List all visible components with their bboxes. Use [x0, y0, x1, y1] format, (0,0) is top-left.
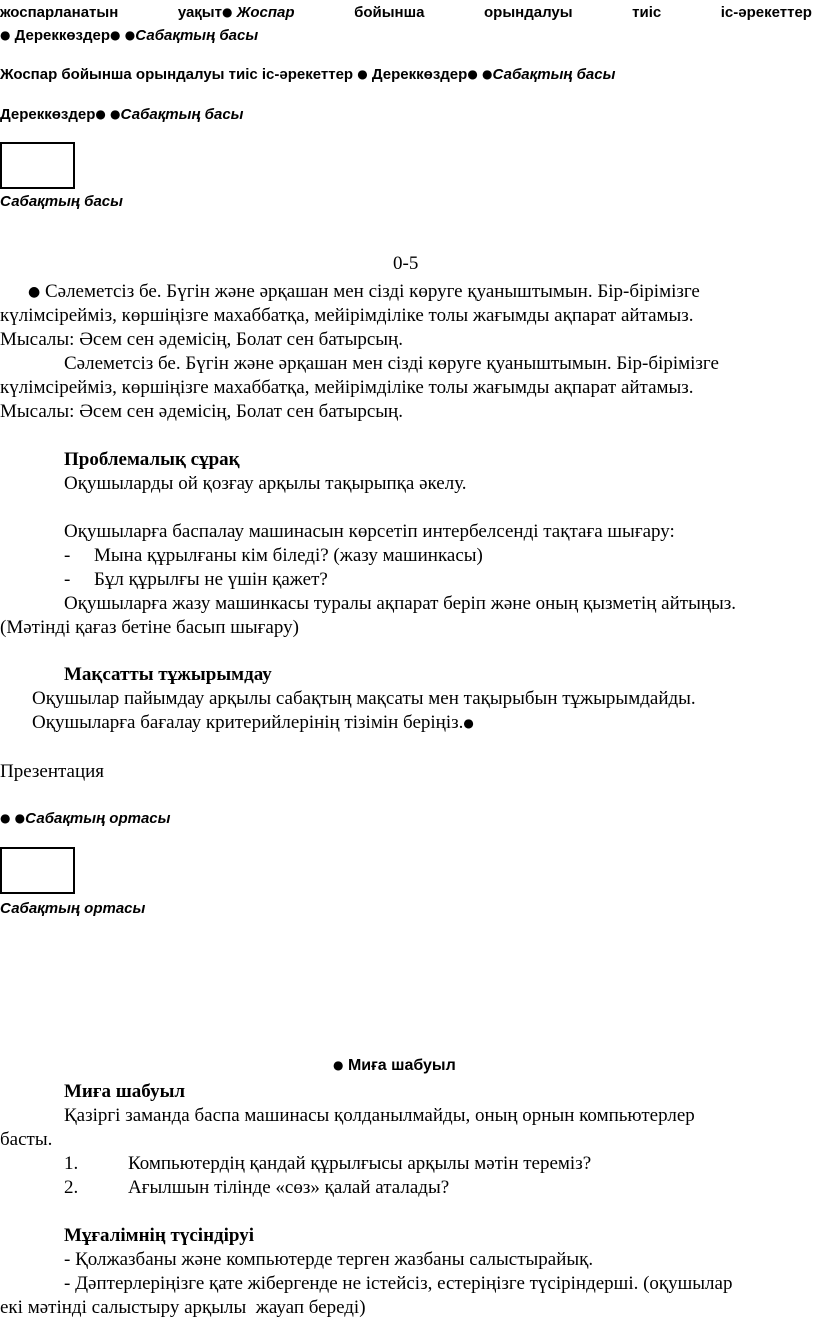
bullet-icon: ●	[0, 811, 11, 825]
bullet-icon: ●	[124, 28, 136, 42]
bullet-icon: ●	[333, 1058, 344, 1072]
header-line-3	[0, 66, 615, 83]
header-resources: Дереккөздер	[14, 27, 111, 44]
bullet-icon: ●	[467, 67, 478, 81]
bullet-icon: ●	[110, 107, 121, 121]
brainstorm-line: басты.	[0, 1129, 53, 1150]
empty-box	[0, 142, 75, 189]
show-text: Оқушыларға баспалау машинасын көрсетіп интербелсенді тақтаға шығару:	[64, 521, 675, 542]
header-section: Сабақтың басы	[120, 106, 244, 123]
bullet-icon: ●	[14, 811, 26, 825]
section-middle-bullet: ● ●Сабақтың ортасы	[0, 810, 171, 827]
header-word: уақыт● Жоспар	[177, 4, 295, 21]
greeting-repeat-line: Мысалы: Әсем сен әдемісің, Болат сен батырсың.	[0, 401, 403, 422]
section-start-title: Сабақтың басы	[0, 193, 123, 210]
header-word: тиіс	[632, 4, 662, 21]
bullet-icon: ●	[110, 28, 121, 42]
bullet-icon: ●	[221, 5, 233, 19]
numbered-item: 1. Компьютердің қандай құрылғысы арқылы мәтін тереміз?	[64, 1153, 592, 1174]
header-resources: Дереккөздер	[371, 66, 468, 83]
brainstorm-line: Қазіргі заманда баспа машинасы қолданылмайды, оның орнын компьютерлер	[64, 1105, 695, 1126]
bullet-icon: ●	[357, 67, 368, 81]
goal-line: Оқушылар пайымдау арқылы сабақтың мақсаты мен тақырыбын тұжырымдайды.	[32, 688, 696, 709]
goal-line: Оқушыларға бағалау критерийлерінің тізімін беріңіз.●	[32, 712, 474, 733]
greeting-line: Мысалы: Әсем сен әдемісің, Болат сен батырсың.	[0, 329, 403, 350]
header-word: іс-әрекеттер	[720, 4, 812, 21]
greeting-repeat-line: күлімсірейміз, көршіңізге махаббатқа, мейірімділіке толы жағымды ақпарат айтамыз.	[0, 377, 694, 398]
problem-text: Оқушыларды ой қозғау арқылы тақырыпқа әкелу.	[64, 473, 467, 494]
bullet-icon: ●	[0, 28, 11, 42]
header-actions: Жоспар бойынша орындалуы тиіс іс-әрекеттер	[0, 66, 354, 83]
brainstorm-center: ● Миға шабуыл	[333, 1057, 456, 1074]
greeting-line: күлімсірейміз, көршіңізге махаббатқа, мейірімділіке толы жағымды ақпарат айтамыз.	[0, 305, 694, 326]
header-word: бойынша	[354, 4, 425, 21]
greeting-line: ● Сәлеметсіз бе. Бүгін және әрқашан мен сізді көруге қуаныштымын. Бір-бірімізге	[28, 281, 700, 302]
numbered-item: 2. Ағылшын тілінде «сөз» қалай аталады?	[64, 1177, 450, 1198]
header-section: Сабақтың басы	[135, 27, 259, 44]
teacher-line: - Қолжазбаны және компьютерде терген жазбаны салыстырайық.	[64, 1249, 594, 1270]
question-item: - Бұл құрылғы не үшін қажет?	[64, 569, 328, 590]
time-label: 0-5	[393, 253, 419, 274]
header-line-2	[0, 27, 258, 44]
question-item: - Мына құрылғаны кім біледі? (жазу машинкасы)	[64, 545, 483, 566]
section-middle-title: Сабақтың ортасы	[0, 900, 146, 917]
greeting-repeat-line: Сәлеметсіз бе. Бүгін және әрқашан мен сізді көруге қуаныштымын. Бір-бірімізге	[64, 353, 719, 374]
goal-heading: Мақсатты тұжырымдау	[64, 664, 272, 685]
resource-label: Презентация	[0, 761, 105, 782]
header-word: орындалуы	[484, 4, 573, 21]
bullet-icon: ●	[481, 67, 493, 81]
header-line-1	[0, 4, 812, 21]
bullet-icon: ●	[95, 107, 106, 121]
header-word: жоспарланатын	[0, 4, 119, 21]
empty-box	[0, 847, 75, 894]
header-resources: Дереккөздер	[0, 106, 96, 123]
bullet-icon: ●	[463, 716, 474, 730]
header-section: Сабақтың басы	[492, 66, 616, 83]
info-line: (Мәтінді қағаз бетіне басып шығару)	[0, 617, 299, 638]
brainstorm-heading: Миға шабуыл	[64, 1081, 186, 1102]
header-line-4	[0, 106, 243, 123]
teacher-heading: Мұғалімнің түсіндіруі	[64, 1225, 255, 1246]
info-line: Оқушыларға жазу машинкасы туралы ақпарат беріп және оның қызметің айтыңыз.	[64, 593, 737, 614]
teacher-line: - Дәптерлеріңізге қате жібергенде не істейсіз, естеріңізге түсіріндерші. (оқушылар	[64, 1273, 733, 1294]
problem-heading: Проблемалық сұрақ	[64, 449, 240, 470]
teacher-line: екі мәтінді салыстыру арқылы жауап береді)	[0, 1297, 366, 1318]
bullet-icon: ●	[28, 284, 41, 300]
